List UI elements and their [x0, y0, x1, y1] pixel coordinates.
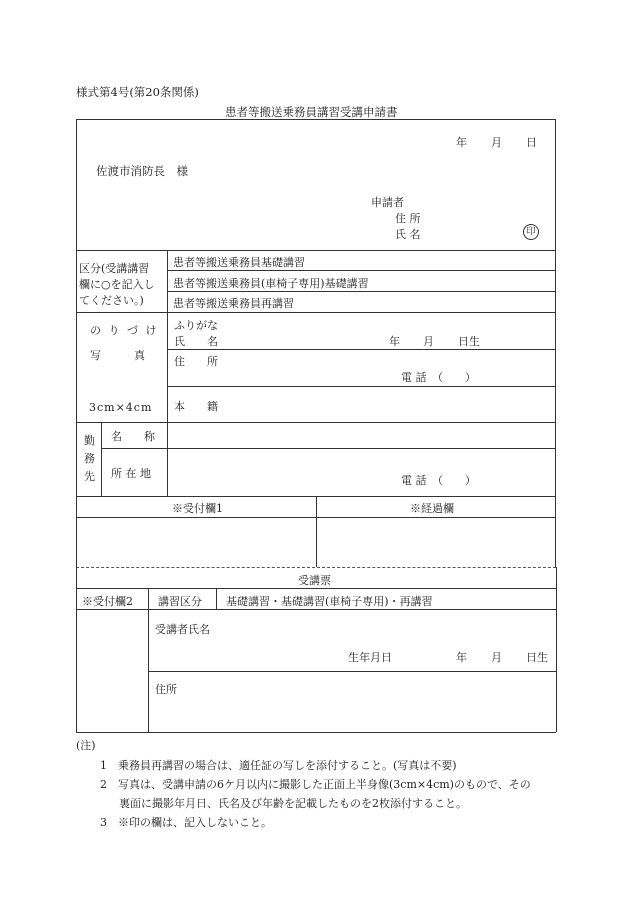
- divider: [148, 671, 556, 672]
- workplace-location-label: 所 在 地: [111, 467, 151, 480]
- addressee: 佐渡市消防長 様: [96, 164, 188, 178]
- divider: [76, 422, 556, 423]
- divider: [101, 422, 102, 496]
- course-category-value: 基礎講習・基礎講習(車椅子専用)・再講習: [226, 595, 433, 608]
- divider: [556, 567, 557, 732]
- divider: [167, 291, 556, 292]
- divider: [167, 349, 556, 350]
- receipt-column-1: ※受付欄1: [172, 502, 223, 515]
- category-option-wheelchair: 患者等搬送乗務員(車椅子専用)基礎講習: [173, 277, 369, 290]
- photo-glue-label: の り づ け: [90, 324, 159, 337]
- note-item-3: 3 ※印の欄は、記入しないこと。: [100, 816, 272, 829]
- divider: [167, 270, 556, 271]
- workplace-phone-label: 電 話 （ ）: [401, 474, 476, 487]
- furigana-label: ふりがな: [174, 319, 218, 332]
- category-label-1: 区分(受講講習: [79, 262, 150, 275]
- photo-size: 3cm×4cm: [89, 401, 153, 414]
- note-item-1: 1 乗務員再講習の場合は、適任証の写しを添付すること。(写真は不要): [100, 759, 457, 772]
- divider: [148, 588, 149, 732]
- divider: [216, 588, 217, 609]
- cut-line: [76, 567, 556, 568]
- workplace-label-1: 勤: [84, 434, 95, 447]
- note-item-2-cont: 裏面に撮影年月日、氏名及び年齢を記載したものを2枚添付すること。: [119, 797, 467, 810]
- workplace-label-3: 先: [84, 470, 95, 483]
- applicant-name-label: 氏 名: [395, 228, 421, 241]
- divider: [76, 312, 556, 313]
- name-label: 氏 名: [174, 335, 218, 348]
- form-number: 様式第4号(第20条関係): [76, 85, 199, 99]
- note-item-2: 2 写真は、受講申請の6ケ月以内に撮影した正面上半身像(3cm×4cm)のもので、その: [100, 778, 531, 791]
- birth-year: 年: [389, 335, 400, 348]
- birth-day: 日生: [458, 335, 480, 348]
- date-month: 月: [491, 136, 502, 149]
- birth-month: 月: [423, 335, 434, 348]
- divider: [76, 250, 556, 251]
- workplace-name-label: 名 称: [111, 430, 155, 443]
- course-category-label: 講習区分: [158, 595, 202, 608]
- applicant-address-label: 住 所: [395, 212, 421, 225]
- receipt-column-2: ※受付欄2: [82, 595, 133, 608]
- progress-column: ※経過欄: [410, 502, 454, 515]
- date-day: 日: [526, 136, 537, 149]
- divider: [76, 567, 77, 732]
- category-label-2: 欄に○を記入し: [79, 278, 155, 291]
- address-label: 住 所: [174, 355, 218, 368]
- category-label-3: てください。): [79, 294, 144, 307]
- ticket-title: 受講票: [298, 574, 331, 587]
- ticket-birth-year: 年: [456, 651, 467, 664]
- divider: [76, 732, 556, 733]
- notes-heading: (注): [76, 739, 96, 752]
- ticket-birth-month: 月: [491, 651, 502, 664]
- ticket-address-label: 住所: [155, 683, 177, 696]
- seal-mark-icon: 印: [523, 224, 539, 240]
- ticket-birth-label: 生年月日: [348, 651, 392, 664]
- photo-label: 写 真: [90, 349, 145, 362]
- category-option-refresher: 患者等搬送乗務員再講習: [173, 297, 294, 310]
- ticket-birth-day: 日生: [526, 651, 548, 664]
- date-year: 年: [456, 136, 467, 149]
- ticket-name-label: 受講者氏名: [155, 623, 210, 636]
- applicant-label: 申請者: [371, 196, 404, 209]
- divider: [101, 448, 556, 449]
- divider: [167, 386, 556, 387]
- divider: [316, 496, 317, 567]
- domicile-label: 本 籍: [174, 400, 218, 413]
- divider: [167, 250, 168, 496]
- category-option-basic: 患者等搬送乗務員基礎講習: [173, 256, 305, 269]
- phone-label: 電 話 （ ）: [401, 371, 476, 384]
- workplace-label-2: 務: [84, 452, 95, 465]
- form-title: 患者等搬送乗務員講習受講申請書: [225, 105, 398, 119]
